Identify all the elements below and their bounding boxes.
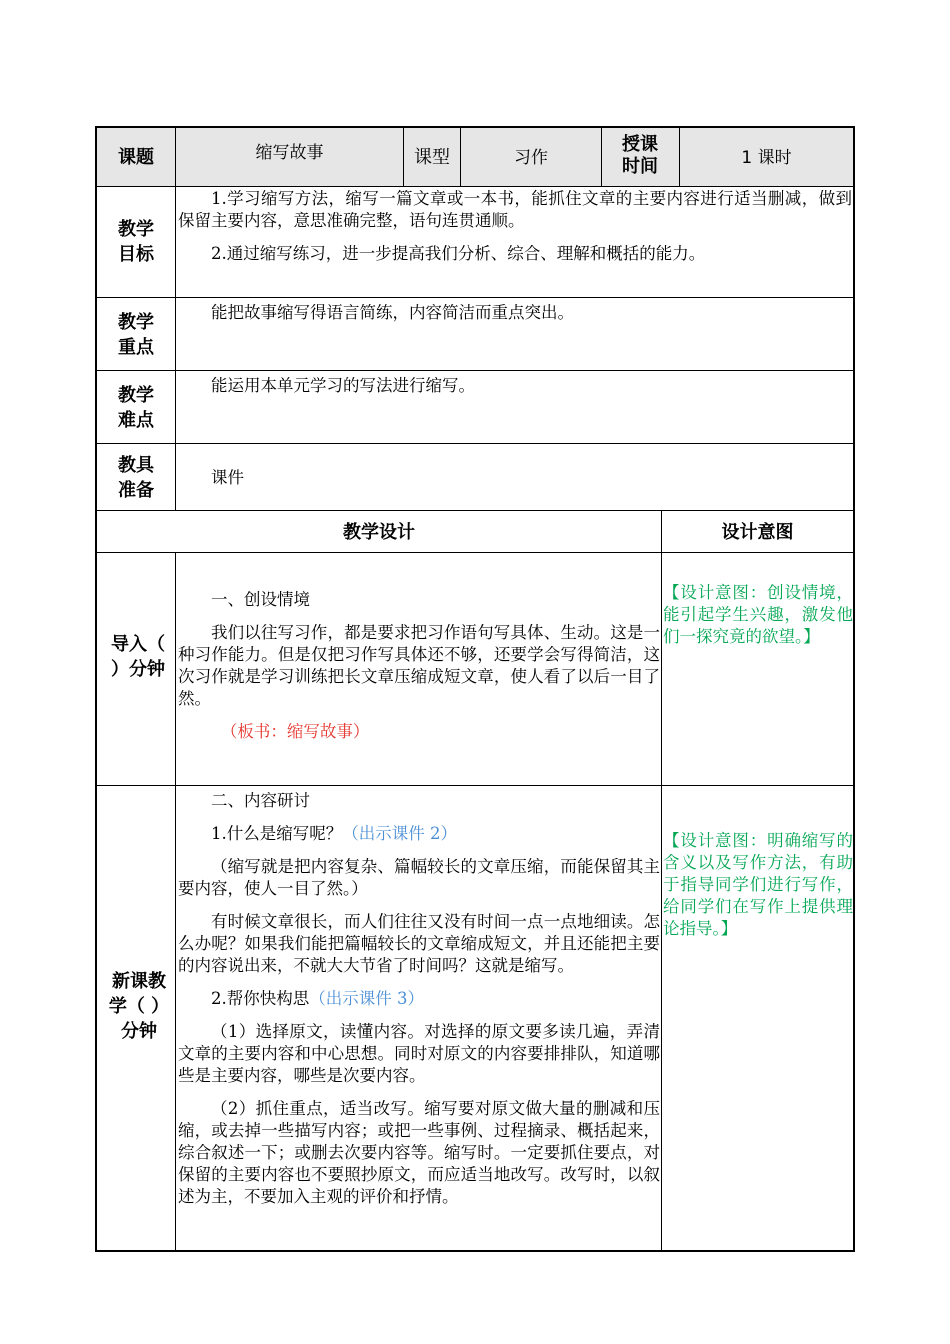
materials-para: 课件	[211, 468, 244, 487]
step-2: （2）抓住重点，适当改写。缩写要对原文做大量的删减和压缩，或去掉一些描写内容；或把一些事例、过程摘录、概括起来，综合叙述一下；或删去次要内容等。缩写时。一定要抓住要点，对保留的主要内容也不要照抄原文，而应适当地改写。改写时，以叙述为主，不要加入主观的评价和抒情。	[178, 1099, 660, 1206]
key-points-para: 能把故事缩写得语言简练，内容简洁而重点突出。	[211, 303, 574, 322]
answer-1: （缩写就是把内容复杂、篇幅较长的文章压缩，而能保留其主要内容，使人一目了然。）	[178, 857, 660, 898]
objectives-text	[178, 188, 852, 265]
objective-1: 1.学习缩写方法，缩写一篇文章或一本书，能抓住文章的主要内容进行适当删减，做到保留主要内容，意思准确完整，语句连贯通顺。	[178, 189, 852, 230]
intro-heading: 一、创设情境	[211, 590, 310, 609]
paragraph-2: 有时候文章很长，而人们往往又没有时间一点一点地细读。怎么办呢？如果我们能把篇幅较长的文章缩成短文，并且还能把主要的内容说出来，不就大大节省了时间吗？这就是缩写。	[178, 912, 660, 975]
type-label: 课型	[414, 147, 450, 168]
question-1: 1.什么是缩写呢？（出示课件 2）	[211, 824, 457, 843]
intro-intent: 【设计意图：创设情境，能引起学生兴趣，激发他们一探究竟的欲望。】	[663, 583, 853, 646]
difficulties-label: 教学难点	[118, 385, 154, 431]
difficulties-text	[178, 375, 852, 397]
design-header-left: 教学设计	[343, 522, 415, 543]
design-header-right: 设计意图	[721, 522, 794, 543]
question-2: 2.帮你快构思（出示课件 3）	[211, 989, 424, 1008]
hours-value: 1 课时	[741, 148, 792, 168]
new-lesson-label: 新课教学（ ）分钟	[108, 971, 170, 1042]
key-points-label: 教学重点	[118, 312, 154, 358]
type-value: 习作	[514, 148, 548, 168]
materials-label: 教具准备	[118, 455, 154, 501]
intro-content	[178, 589, 660, 743]
intro-board-note: （板书：缩写故事）	[220, 722, 370, 741]
topic-value: 缩写故事	[255, 143, 324, 163]
objectives-label: 教学目标	[118, 219, 154, 265]
new-lesson-heading: 二、内容研讨	[211, 791, 310, 810]
difficulties-para: 能运用本单元学习的写法进行缩写。	[211, 376, 475, 395]
materials-text	[178, 467, 852, 489]
objective-2: 2.通过缩写练习，进一步提高我们分析、综合、理解和概括的能力。	[211, 244, 706, 263]
step-1: （1）选择原文，读懂内容。对选择的原文要多读几遍，弄清文章的主要内容和中心思想。同时对原文的内容要排排队，知道哪些是主要内容，哪些是次要内容。	[178, 1022, 660, 1085]
new-lesson-content	[178, 790, 660, 1208]
intro-label: 导入（ ）分钟	[111, 634, 165, 680]
key-points-text	[178, 302, 852, 324]
new-lesson-intent: 【设计意图：明确缩写的含义以及写作方法，有助于指导同学们进行写作，给同学们在写作上提供理论指导。】	[663, 831, 853, 938]
topic-label: 课题	[118, 147, 154, 168]
intro-paragraph: 我们以往写习作，都是要求把习作语句写具体、生动。这是一种习作能力。但是仅把习作写具体还不够，还要学会写得简洁，这次习作就是学习训练把长文章压缩成短文章，使人看了以后一目了然。	[178, 623, 660, 708]
hours-label: 授课时间	[622, 134, 658, 177]
